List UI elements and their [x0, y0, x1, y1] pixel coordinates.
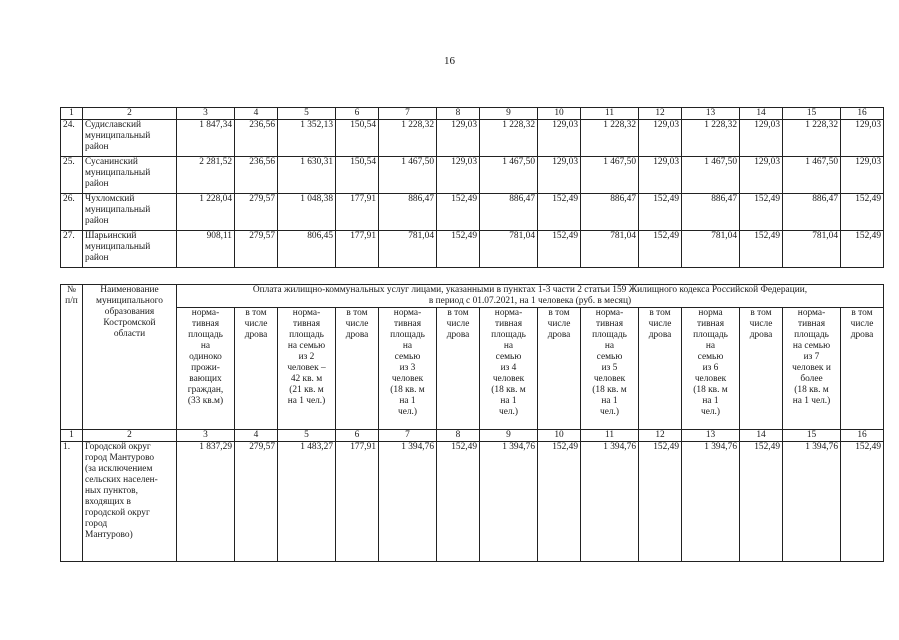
text-line: тивная [797, 319, 826, 329]
payment-value: 1 228,32 [480, 120, 538, 157]
text-line: граждан, [187, 385, 224, 395]
payment-value: 781,04 [379, 231, 437, 268]
text-line: семью [697, 352, 724, 362]
text-line: Костромской [103, 318, 156, 328]
subheader-norm-area [379, 308, 437, 430]
text-line: площадь [794, 330, 829, 340]
payment-value: 236,56 [235, 157, 278, 194]
payment-value: 886,47 [379, 194, 437, 231]
text-line: человек – [287, 363, 326, 373]
text-line: норма- [595, 308, 624, 318]
payment-value: 781,04 [581, 231, 639, 268]
payment-value: 152,49 [841, 194, 884, 231]
table-row [61, 157, 884, 194]
text-line: чел.) [700, 407, 721, 417]
text-line: семью [495, 352, 522, 362]
text-line: на [402, 341, 413, 351]
row-number: 26. [61, 194, 83, 231]
payment-value: 1 228,32 [379, 120, 437, 157]
text-line: в том [447, 308, 469, 318]
text-line: в том [548, 308, 570, 318]
column-number: 1 [61, 108, 83, 120]
payment-value: 129,03 [639, 120, 682, 157]
municipality-name [83, 194, 177, 231]
payment-value: 152,49 [437, 231, 480, 268]
text-line: Мантурово) [85, 530, 133, 540]
payment-value: 152,49 [538, 194, 581, 231]
text-line: тивная [191, 319, 220, 329]
column-number: 11 [581, 430, 639, 442]
text-line: Шарьинский [85, 231, 137, 241]
text-line: № [67, 285, 76, 295]
text-line: (за исключением [85, 464, 153, 474]
text-line: числе [749, 319, 773, 329]
text-line: из 2 [298, 352, 315, 362]
column-number: 14 [740, 108, 783, 120]
payment-value: 1 394,76 [480, 442, 538, 562]
row-number: 24. [61, 120, 83, 157]
text-line: семью [394, 352, 421, 362]
text-line: области [113, 329, 146, 339]
payment-value: 152,49 [841, 231, 884, 268]
text-line: (21 кв. м [289, 385, 324, 395]
payment-value: 129,03 [740, 120, 783, 157]
text-line: чел.) [397, 407, 418, 417]
text-line: Оплата жилищно-коммунальных услуг лицами, указанными в пунктах 1-3 части 2 статьи 159 Жилищного кодекса Российской Федерации, [252, 285, 808, 295]
column-number: 11 [581, 108, 639, 120]
payment-value: 152,49 [740, 231, 783, 268]
column-number-row [61, 108, 884, 120]
subheader-firewood [235, 308, 278, 430]
payment-value: 781,04 [480, 231, 538, 268]
payment-value: 1 352,13 [278, 120, 336, 157]
payment-value: 1 467,50 [783, 157, 841, 194]
payment-value: 177,91 [336, 194, 379, 231]
column-number: 6 [336, 108, 379, 120]
text-line: норма [698, 308, 723, 318]
payment-value: 781,04 [682, 231, 740, 268]
text-line: тивная [393, 319, 422, 329]
text-line: дрова [547, 330, 571, 340]
text-line: п/п [65, 296, 78, 306]
payment-value: 152,49 [538, 231, 581, 268]
text-line: числе [446, 319, 470, 329]
subheader-norm-area [682, 308, 740, 430]
text-line: в том [245, 308, 267, 318]
text-line: муниципальный [85, 168, 151, 178]
text-line: человек и [792, 363, 831, 373]
column-number: 9 [480, 108, 538, 120]
payment-value: 236,56 [235, 120, 278, 157]
subheader-firewood [740, 308, 783, 430]
text-line: из 7 [803, 352, 820, 362]
payment-value: 1 467,50 [379, 157, 437, 194]
text-line: более [800, 374, 823, 384]
payment-value: 152,49 [437, 442, 480, 562]
text-line: площадь [491, 330, 526, 340]
payment-value: 129,03 [538, 157, 581, 194]
payment-value: 129,03 [841, 157, 884, 194]
text-line: числе [345, 319, 369, 329]
column-number-row [61, 430, 884, 442]
payment-value: 1 467,50 [581, 157, 639, 194]
text-line: человек [694, 374, 727, 384]
text-line: Городской округ [85, 442, 151, 452]
payment-value: 152,49 [740, 194, 783, 231]
text-line: город [85, 519, 108, 529]
payment-value: 152,49 [841, 442, 884, 562]
text-line: дрова [244, 330, 268, 340]
text-line: на 1 чел.) [287, 396, 326, 406]
tariff-table-new-section [60, 284, 884, 562]
text-line: дрова [648, 330, 672, 340]
payment-value: 1 630,31 [278, 157, 336, 194]
column-number: 7 [379, 108, 437, 120]
payment-value: 1 394,76 [682, 442, 740, 562]
column-number: 4 [235, 108, 278, 120]
text-line: в том [851, 308, 873, 318]
text-line: на 1 [702, 396, 719, 406]
payment-value: 150,54 [336, 120, 379, 157]
payment-value: 1 228,04 [177, 194, 235, 231]
payment-value: 1 467,50 [682, 157, 740, 194]
column-number: 16 [841, 430, 884, 442]
text-line: на 1 чел.) [792, 396, 831, 406]
text-line: дрова [446, 330, 470, 340]
payment-value: 886,47 [783, 194, 841, 231]
payment-value: 1 228,32 [581, 120, 639, 157]
text-line: (18 кв. м [794, 385, 829, 395]
text-line: в том [750, 308, 772, 318]
payment-value: 1 228,32 [783, 120, 841, 157]
payment-value: 1 048,38 [278, 194, 336, 231]
subheader-firewood [437, 308, 480, 430]
text-line: (33 кв.м) [187, 396, 224, 406]
payment-value: 152,49 [639, 442, 682, 562]
payment-value: 279,57 [235, 442, 278, 562]
text-line: на семью [287, 341, 326, 351]
text-line: норма- [292, 308, 321, 318]
text-line: ных пунктов, [85, 486, 138, 496]
payment-value: 2 281,52 [177, 157, 235, 194]
subheader-norm-area [480, 308, 538, 430]
text-line: на [705, 341, 716, 351]
payment-value: 150,54 [336, 157, 379, 194]
payment-value: 886,47 [682, 194, 740, 231]
text-line: числе [547, 319, 571, 329]
text-line: муниципальный [85, 205, 151, 215]
text-line: сельских населен- [85, 475, 158, 485]
column-number: 2 [83, 430, 177, 442]
municipality-name [83, 157, 177, 194]
subheader-row [61, 308, 884, 430]
text-line: Судиславский [85, 120, 142, 130]
text-line: (18 кв. м [592, 385, 627, 395]
text-line: числе [648, 319, 672, 329]
column-number: 10 [538, 430, 581, 442]
text-line: числе [850, 319, 874, 329]
payment-value: 1 394,76 [581, 442, 639, 562]
column-number: 4 [235, 430, 278, 442]
text-line: из 5 [601, 363, 618, 373]
text-line: числе [244, 319, 268, 329]
text-line: из 3 [399, 363, 416, 373]
column-number: 10 [538, 108, 581, 120]
header-municipality [83, 285, 177, 430]
text-line: на семью [792, 341, 831, 351]
text-line: площадь [188, 330, 223, 340]
text-line: дрова [345, 330, 369, 340]
payment-value: 152,49 [437, 194, 480, 231]
payment-value: 129,03 [437, 120, 480, 157]
payment-value: 1 394,76 [783, 442, 841, 562]
subheader-norm-area [581, 308, 639, 430]
text-line: вающих [189, 374, 222, 384]
text-line: Чухломский [85, 194, 135, 204]
text-line: норма- [393, 308, 422, 318]
subheader-norm-area [783, 308, 841, 430]
column-number: 16 [841, 108, 884, 120]
text-line: на [604, 341, 615, 351]
text-line: норма- [797, 308, 826, 318]
text-line: район [85, 216, 109, 226]
column-number: 3 [177, 430, 235, 442]
text-line: площадь [592, 330, 627, 340]
column-number: 8 [437, 108, 480, 120]
municipality-name [83, 442, 177, 562]
tariff-table-continued [60, 107, 884, 268]
subheader-firewood [639, 308, 682, 430]
text-line: прожи- [191, 363, 220, 373]
subheader-norm-area [177, 308, 235, 430]
text-line: человек [593, 374, 626, 384]
text-line: площадь [289, 330, 324, 340]
text-line: на [503, 341, 514, 351]
column-number: 15 [783, 430, 841, 442]
text-line: на 1 [601, 396, 618, 406]
column-number: 1 [61, 430, 83, 442]
payment-value: 1 837,29 [177, 442, 235, 562]
text-line: район [85, 253, 109, 263]
header-row [61, 285, 884, 308]
payment-value: 908,11 [177, 231, 235, 268]
text-line: в период с 01.07.2021, на 1 человека (руб. в месяц) [428, 296, 632, 306]
column-number: 12 [639, 430, 682, 442]
text-line: (18 кв. м [390, 385, 425, 395]
text-line: чел.) [498, 407, 519, 417]
table-row [61, 231, 884, 268]
text-line: Сусанинский [85, 157, 138, 167]
text-line: из 6 [702, 363, 719, 373]
text-line: город Мантурово [85, 453, 155, 463]
text-line: муниципальный [85, 131, 151, 141]
payment-value: 129,03 [538, 120, 581, 157]
text-line: городской округ [85, 508, 150, 518]
text-line: дрова [850, 330, 874, 340]
text-line: муниципального [96, 296, 163, 306]
payment-value: 129,03 [639, 157, 682, 194]
table-row [61, 120, 884, 157]
payment-value: 152,49 [639, 231, 682, 268]
municipality-name [83, 231, 177, 268]
text-line: на 1 [399, 396, 416, 406]
column-number: 6 [336, 430, 379, 442]
payment-value: 1 228,32 [682, 120, 740, 157]
column-number: 5 [278, 430, 336, 442]
payment-value: 129,03 [841, 120, 884, 157]
subheader-firewood [336, 308, 379, 430]
text-line: район [85, 142, 109, 152]
payment-value: 1 847,34 [177, 120, 235, 157]
column-number: 12 [639, 108, 682, 120]
payment-value: 152,49 [639, 194, 682, 231]
payment-value: 806,45 [278, 231, 336, 268]
row-number: 25. [61, 157, 83, 194]
column-number: 2 [83, 108, 177, 120]
row-number: 27. [61, 231, 83, 268]
text-line: в том [649, 308, 671, 318]
column-number: 14 [740, 430, 783, 442]
text-line: одиноко [189, 352, 222, 362]
text-line: в том [346, 308, 368, 318]
payment-value: 886,47 [581, 194, 639, 231]
payment-value: 279,57 [235, 194, 278, 231]
text-line: (18 кв. м [491, 385, 526, 395]
text-line: семью [596, 352, 623, 362]
text-line: (18 кв. м [693, 385, 728, 395]
text-line: площадь [693, 330, 728, 340]
column-number: 13 [682, 430, 740, 442]
municipality-name [83, 120, 177, 157]
text-line: дрова [749, 330, 773, 340]
text-line: норма- [494, 308, 523, 318]
subheader-firewood [538, 308, 581, 430]
payment-value: 177,91 [336, 442, 379, 562]
text-line: район [85, 179, 109, 189]
text-line: входящих в [85, 497, 131, 507]
column-number: 3 [177, 108, 235, 120]
text-line: чел.) [599, 407, 620, 417]
table-row [61, 194, 884, 231]
column-number: 15 [783, 108, 841, 120]
text-line: тивная [292, 319, 321, 329]
page-number: 16 [444, 55, 455, 67]
text-line: тивная [494, 319, 523, 329]
payment-value: 1 483,27 [278, 442, 336, 562]
header-number [61, 285, 83, 430]
table-row [61, 442, 884, 562]
payment-value: 1 394,76 [379, 442, 437, 562]
column-number: 7 [379, 430, 437, 442]
payment-value: 129,03 [740, 157, 783, 194]
row-number: 1. [61, 442, 83, 562]
text-line: тивная [696, 319, 725, 329]
payment-value: 781,04 [783, 231, 841, 268]
column-number: 13 [682, 108, 740, 120]
text-line: человек [492, 374, 525, 384]
payment-value: 886,47 [480, 194, 538, 231]
column-number: 5 [278, 108, 336, 120]
header-payment-title [177, 285, 884, 308]
text-line: из 4 [500, 363, 517, 373]
text-line: человек [391, 374, 424, 384]
text-line: 42 кв. м [290, 374, 323, 384]
payment-value: 129,03 [437, 157, 480, 194]
subheader-norm-area [278, 308, 336, 430]
payment-value: 279,57 [235, 231, 278, 268]
column-number: 9 [480, 430, 538, 442]
text-line: на 1 [500, 396, 517, 406]
payment-value: 1 467,50 [480, 157, 538, 194]
text-line: образования [104, 307, 155, 317]
column-number: 8 [437, 430, 480, 442]
subheader-firewood [841, 308, 884, 430]
text-line: Наименование [100, 285, 159, 295]
text-line: муниципальный [85, 242, 151, 252]
payment-value: 177,91 [336, 231, 379, 268]
text-line: тивная [595, 319, 624, 329]
text-line: норма- [191, 308, 220, 318]
text-line: на [200, 341, 211, 351]
text-line: площадь [390, 330, 425, 340]
payment-value: 152,49 [740, 442, 783, 562]
payment-value: 152,49 [538, 442, 581, 562]
